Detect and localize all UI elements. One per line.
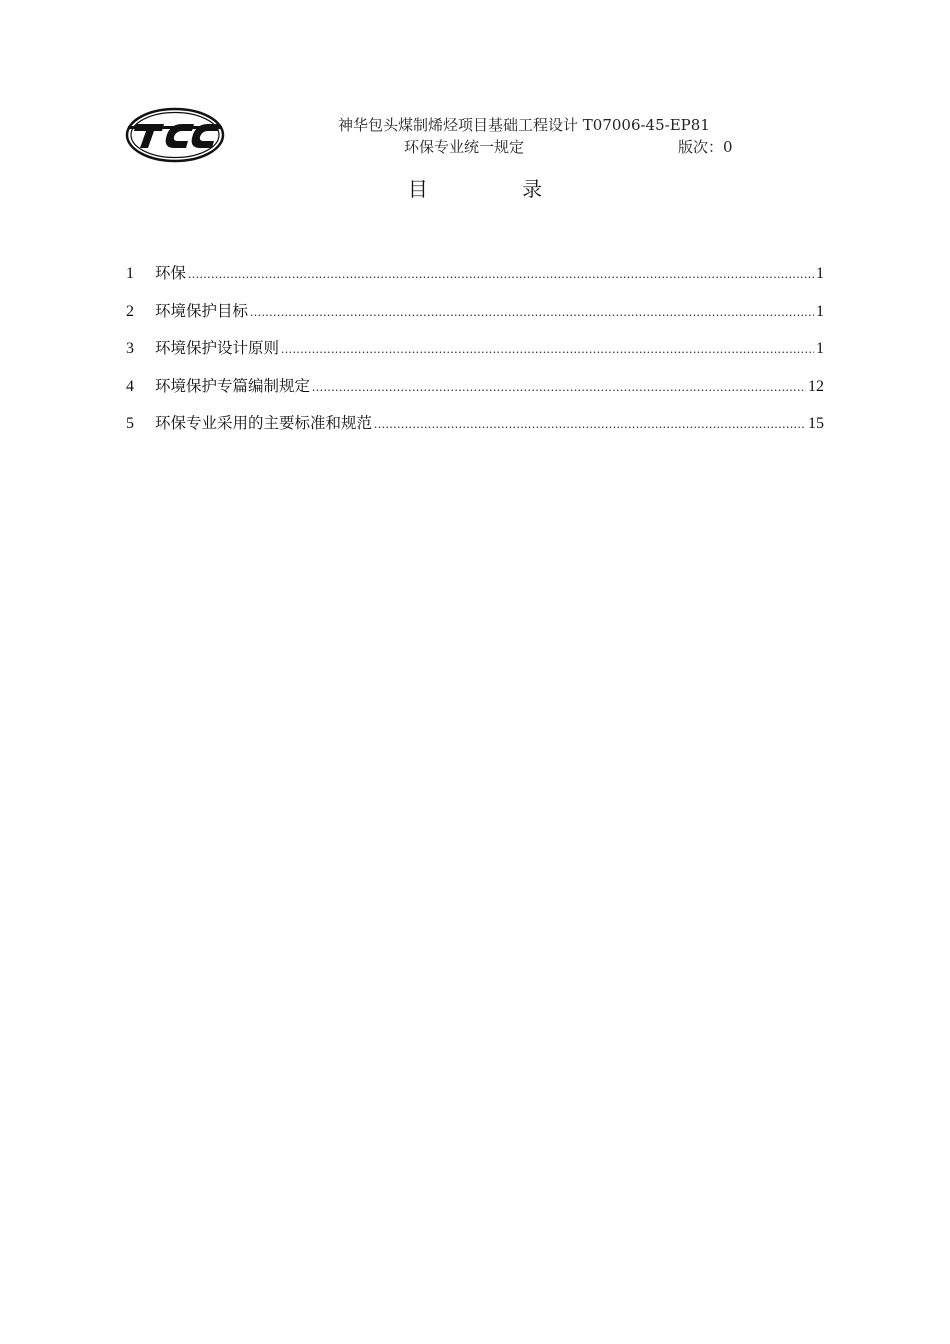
tcc-logo [124,106,226,164]
toc-entry[interactable] [126,412,824,450]
toc-entry-text: 环境保护目标 [155,301,249,320]
toc-entry-page: 1 [816,265,824,282]
toc-leader-dots [250,301,814,323]
toc-entry-text: 环境保护专篇编制规定 [155,376,311,395]
toc-leader-dots [374,413,806,435]
toc-entry[interactable] [126,300,824,338]
toc-leader-dots [312,376,806,398]
toc-entry-text: 环境保护设计原则 [155,339,280,357]
toc-leader-dots [281,338,814,360]
toc-entry-number: 3 [126,340,134,357]
toc-entry-text: 环保 [155,264,187,282]
toc-entry-number: 5 [126,415,134,432]
toc-entry-number: 4 [126,377,134,395]
table-of-contents [126,262,824,450]
document-title-header: 环保专业统一规定 [404,138,525,156]
toc-entry[interactable] [126,337,824,375]
edition-label: 版次：0 [678,138,733,156]
toc-entry-number: 1 [126,265,134,282]
toc-entry-number: 2 [126,302,134,320]
toc-entry-page: 1 [816,340,824,357]
toc-entry-page: 1 [816,302,824,320]
project-header: 神华包头煤制烯烃项目基础工程设计 T07006-45-EP81 [338,116,710,134]
toc-entry[interactable] [126,262,824,300]
toc-entry-page: 12 [808,377,824,395]
toc-entry-page: 15 [808,415,824,432]
toc-entry[interactable] [126,375,824,413]
toc-leader-dots [188,263,814,285]
toc-entry-text: 环保专业采用的主要标准和规范 [155,414,373,432]
toc-title: 目 录 [407,177,587,201]
